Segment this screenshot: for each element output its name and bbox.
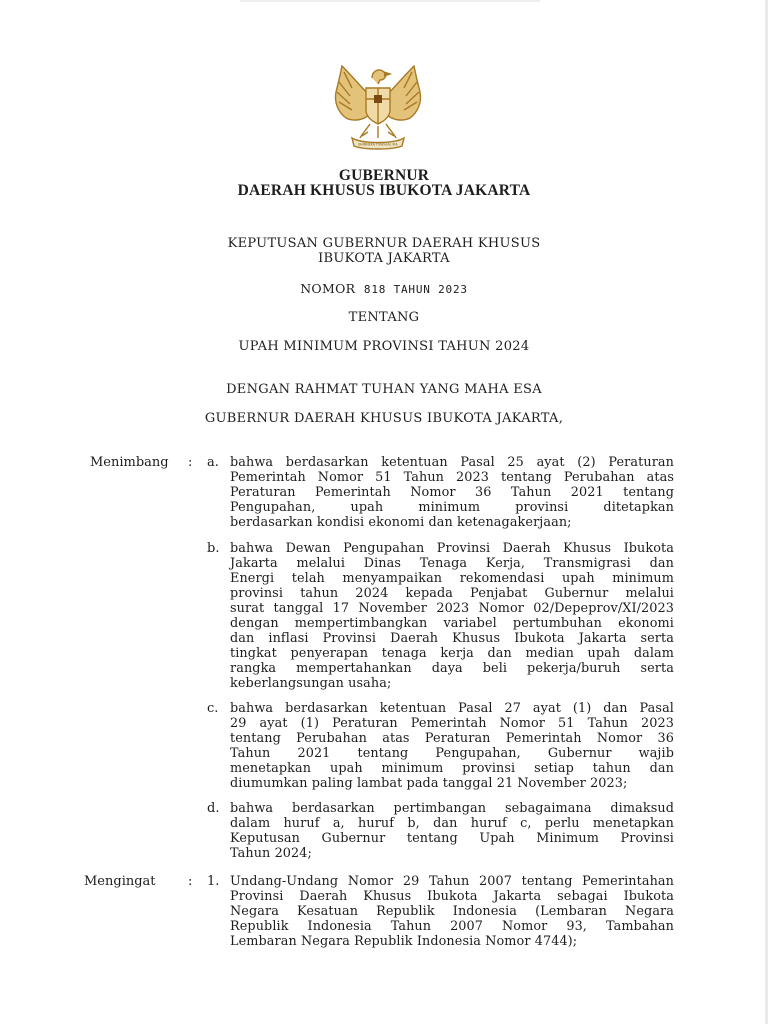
text-line: Pemerintah Nomor 51 Tahun 2023 tentang Perubahan atas: [230, 470, 674, 485]
decree-number: [0, 281, 768, 298]
decree-subject: UPAH MINIMUM PROVINSI TAHUN 2024: [238, 339, 530, 354]
text-line: Lembaran Negara Republik Indonesia Nomor 4744);: [230, 934, 578, 949]
text-line: 29 ayat (1) Peraturan Pemerintah Nomor 51 Tahun 2023: [230, 716, 674, 731]
text-line: bahwa Dewan Pengupahan Provinsi Daerah Khusus Ibukota: [230, 541, 674, 556]
text-line: Keputusan Gubernur tentang Upah Minimum Provinsi: [230, 831, 674, 846]
reference-1-text: [230, 874, 674, 949]
preamble-rahmat: DENGAN RAHMAT TUHAN YANG MAHA ESA: [226, 382, 542, 397]
text-line: Tahun 2021 tentang Pengupahan, Gubernur wajib: [230, 746, 674, 761]
menimbang-label: Menimbang: [90, 455, 169, 470]
text-line: Jakarta melalui Dinas Tenaga Kerja, Transmigrasi dan: [230, 556, 674, 571]
preamble-gubernur: GUBERNUR DAERAH KHUSUS IBUKOTA JAKARTA,: [204, 411, 564, 426]
garuda-emblem-icon: [322, 58, 434, 152]
clause-b-text: [230, 541, 674, 691]
svg-text:BHINNEKA TUNGGAL IKA: BHINNEKA TUNGGAL IKA: [358, 142, 398, 147]
text-line: Pengupahan, upah minimum provinsi ditetapkan: [230, 500, 674, 515]
menimbang-colon: :: [188, 455, 193, 470]
text-line: bahwa berdasarkan ketentuan Pasal 27 ayat (1) dan Pasal: [230, 701, 674, 716]
tentang-label: TENTANG: [348, 310, 420, 325]
text-line: provinsi tahun 2024 kepada Penjabat Gubernur melalui: [230, 586, 674, 601]
text-line: diumumkan paling lambat pada tanggal 21 November 2023;: [230, 776, 628, 791]
clause-a-text: [230, 455, 674, 530]
clause-c-marker: c.: [207, 701, 219, 716]
clause-b-marker: b.: [207, 541, 220, 556]
decree-title-line-2: IBUKOTA JAKARTA: [318, 251, 450, 266]
text-line: tingkat penyerapan tenaga kerja dan median upah dalam: [230, 646, 674, 661]
text-line: surat tanggal 17 November 2023 Nomor 02/Depeprov/XI/2023: [230, 601, 674, 616]
text-line: dengan mempertimbangkan variabel pertumbuhan ekonomi: [230, 616, 674, 631]
clause-a-marker: a.: [207, 455, 219, 470]
text-line: menetapkan upah minimum provinsi setiap tahun dan: [230, 761, 674, 776]
decree-number-value: 818 TAHUN 2023: [363, 283, 468, 296]
text-line: rangka mempertahankan daya beli pekerja/buruh serta: [230, 661, 674, 676]
scan-edge-top: [240, 0, 540, 2]
text-line: dalam huruf a, huruf b, dan huruf c, perlu menetapkan: [230, 816, 674, 831]
text-line: tentang Perubahan atas Peraturan Pemerintah Nomor 36: [230, 731, 674, 746]
decree-number-label: NOMOR: [300, 281, 356, 296]
text-line: Republik Indonesia Tahun 2007 Nomor 93, Tambahan: [230, 919, 674, 934]
text-line: Peraturan Pemerintah Nomor 36 Tahun 2021 tentang: [230, 485, 674, 500]
text-line: bahwa berdasarkan pertimbangan sebagaimana dimaksud: [230, 801, 674, 816]
decree-title-line-1: KEPUTUSAN GUBERNUR DAERAH KHUSUS: [227, 236, 541, 251]
clause-d-marker: d.: [207, 801, 220, 816]
text-line: Undang-Undang Nomor 29 Tahun 2007 tentang Pemerintahan: [230, 874, 674, 889]
text-line: Negara Kesatuan Republik Indonesia (Lembaran Negara: [230, 904, 674, 919]
reference-1-marker: 1.: [207, 874, 220, 889]
governor-heading: GUBERNUR: [338, 167, 430, 184]
text-line: Energi telah menyampaikan rekomendasi upah minimum: [230, 571, 674, 586]
clause-d-text: [230, 801, 674, 861]
text-line: berdasarkan kondisi ekonomi dan ketenagakerjaan;: [230, 515, 572, 530]
text-line: bahwa berdasarkan ketentuan Pasal 25 ayat (2) Peraturan: [230, 455, 674, 470]
mengingat-colon: :: [188, 874, 193, 889]
region-heading: DAERAH KHUSUS IBUKOTA JAKARTA: [237, 182, 531, 199]
text-line: keberlangsungan usaha;: [230, 676, 392, 691]
mengingat-label: Mengingat: [84, 874, 156, 889]
text-line: dan inflasi Provinsi Daerah Khusus Ibukota Jakarta serta: [230, 631, 674, 646]
text-line: Provinsi Daerah Khusus Ibukota Jakarta sebagai Ibukota: [230, 889, 674, 904]
clause-c-text: [230, 701, 674, 791]
text-line: Tahun 2024;: [230, 846, 312, 861]
